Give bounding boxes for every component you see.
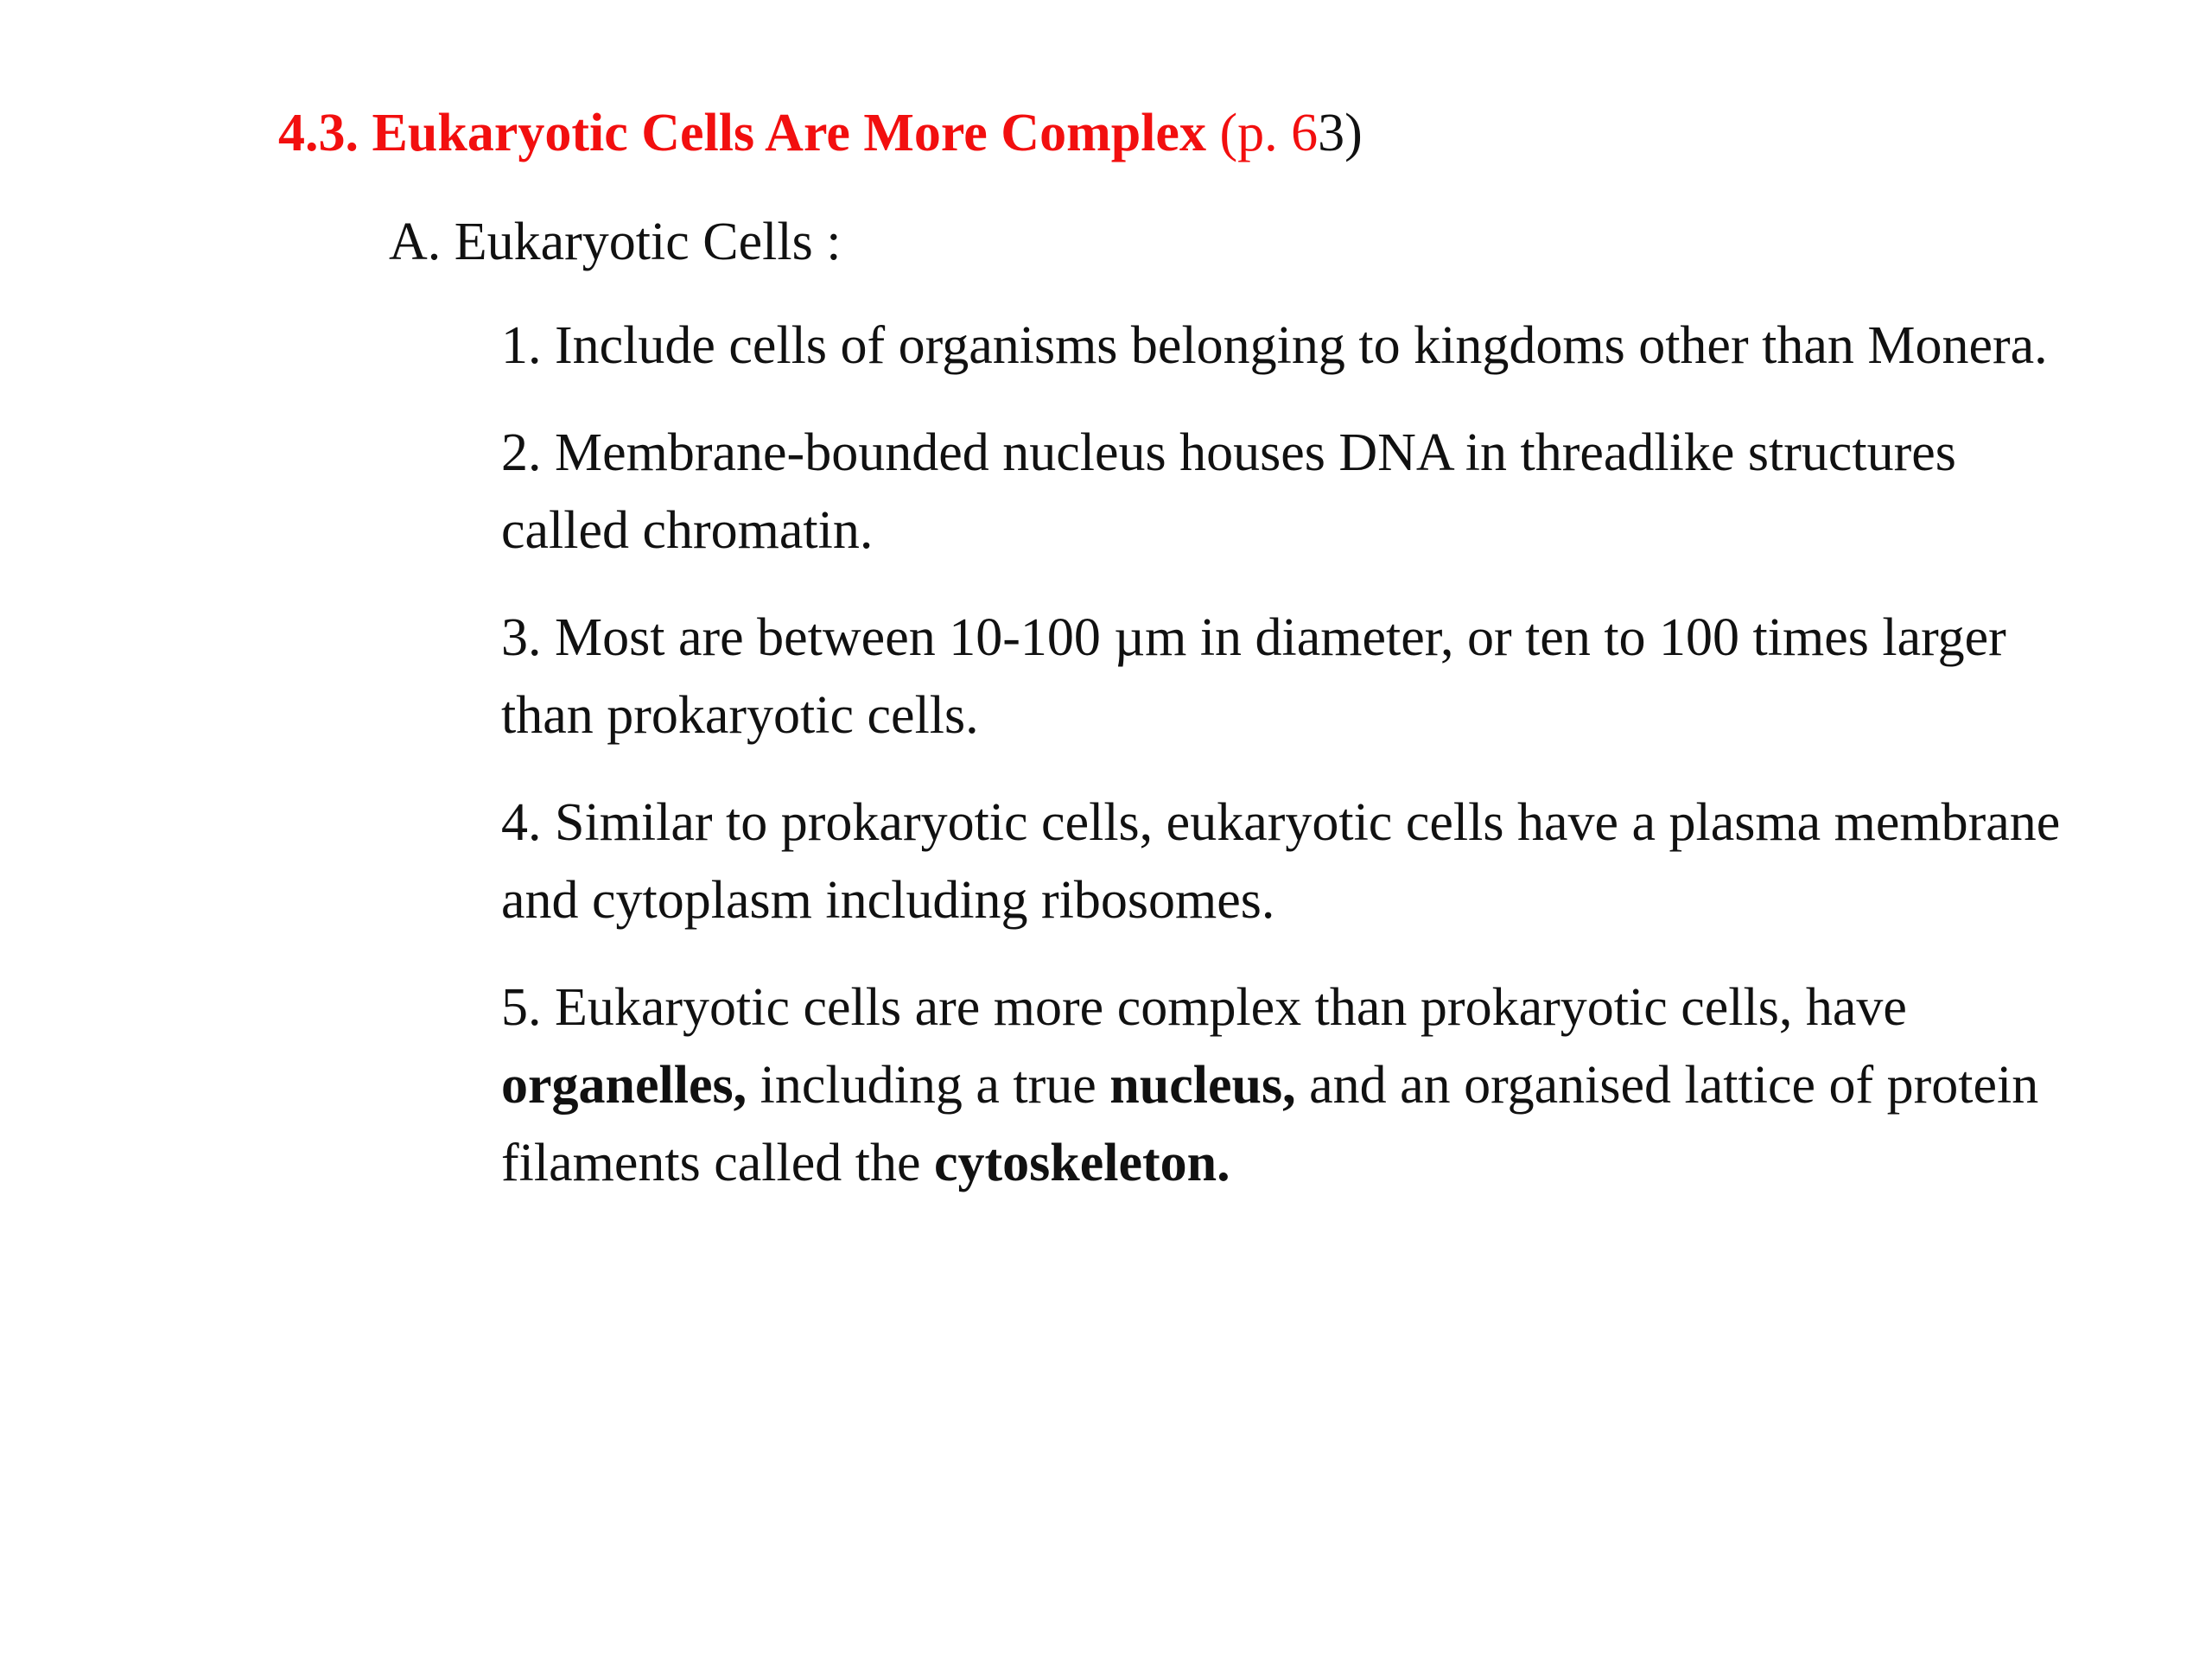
- term-cytoskeleton: cytoskeleton.: [933, 1134, 1230, 1192]
- title-page-ref-open: (p. 6: [1205, 104, 1319, 162]
- slide-title: [278, 97, 1363, 169]
- list-item-4: 4. Similar to prokaryotic cells, eukaryotic cells have a plasma membrane and cytoplasm including ribosomes.: [501, 793, 2061, 930]
- list-item-3: 3. Most are between 10-100 µm in diameter, or ten to 100 times larger than prokaryotic cells.: [501, 608, 2006, 745]
- section-heading: A. Eukaryotic Cells :: [389, 213, 842, 271]
- title-main: 4.3. Eukaryotic Cells Are More Complex: [278, 104, 1206, 162]
- term-nucleus: nucleus,: [1109, 1056, 1296, 1115]
- title-page-ref-close: 3): [1318, 104, 1363, 162]
- term-organelles: organelles,: [501, 1056, 747, 1115]
- bullet-list: [501, 307, 2074, 1231]
- item-5-text-2: including a true: [747, 1056, 1110, 1115]
- item-5-text-1: 5. Eukaryotic cells are more complex than prokaryotic cells, have: [501, 978, 1907, 1037]
- list-item-2: 2. Membrane-bounded nucleus houses DNA in threadlike structures called chromatin.: [501, 423, 1956, 560]
- list-item-5: [501, 969, 2074, 1202]
- list-item-1: 1. Include cells of organisms belonging to kingdoms other than Monera.: [501, 316, 2048, 375]
- item-5-text-3: and an organised lattice of protein filaments called the: [501, 1056, 2039, 1192]
